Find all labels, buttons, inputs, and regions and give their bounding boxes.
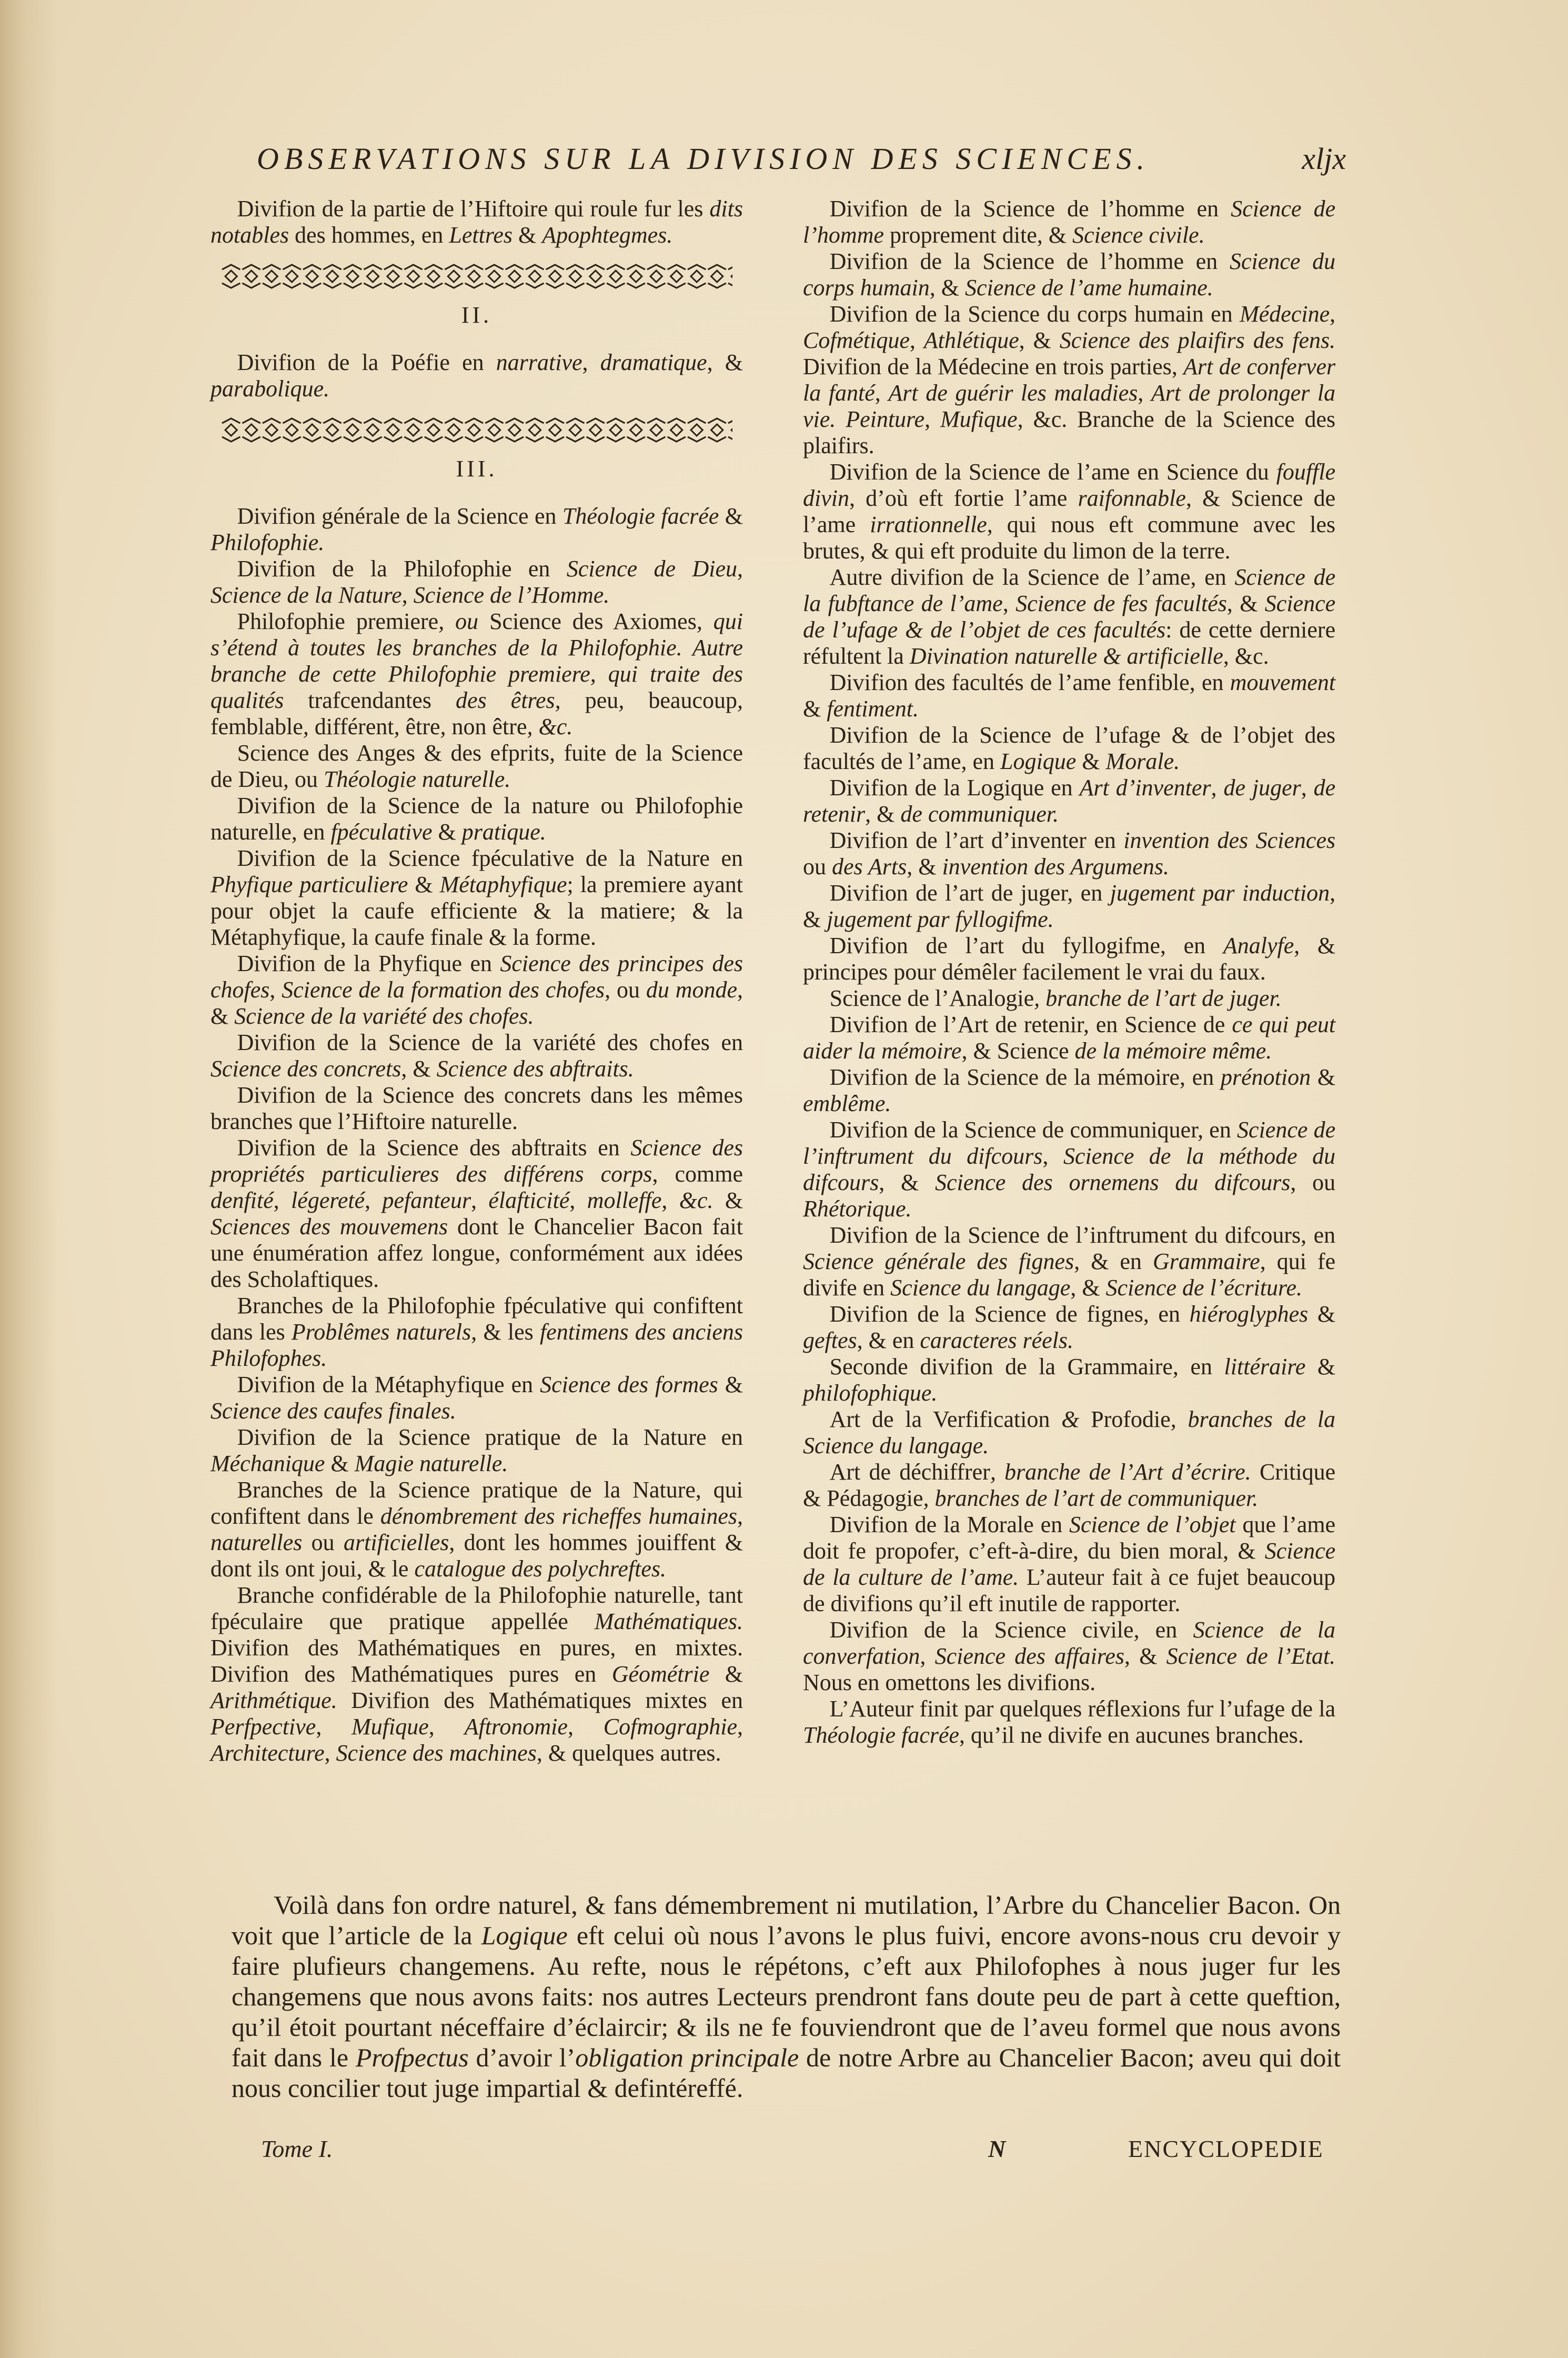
paragraph: Divifion de la Science de l’ame en Science du fouffle divin, d’où eft fortie l’ame raifonnable, & Science de l’ame irrationnelle, qui nous eft commune avec les brutes, & qui eft produite du limon de la terre. — [803, 459, 1335, 564]
paragraph: Art de déchiffrer, branche de l’Art d’écrire. Critique & Pédagogie, branches de l’art de communiquer. — [803, 1459, 1336, 1511]
paragraph: Divifion de la Métaphyfique en Science des formes & Science des caufes finales. — [210, 1372, 743, 1424]
paragraph: Divifion de la Science de l’homme en Science de l’homme proprement dite, & Science civile. — [803, 196, 1335, 248]
paragraph: Divifion de la Science de la variété des chofes en Science des concrets, & Science des abftraits. — [210, 1030, 743, 1082]
binding-gutter — [0, 0, 58, 2358]
paragraph: Divifion de la Science de l’ufage & de l’objet des facultés de l’ame, en Logique & Morale. — [803, 722, 1335, 774]
paragraph: L’Auteur finit par quelques réflexions fur l’ufage de la Théologie facrée, qu’il ne divife en aucunes branches. — [803, 1696, 1335, 1748]
paragraph: Divifion de l’art de juger, en jugement par induction, & jugement par fyllogifme. — [803, 880, 1335, 932]
paragraph: Divifion de la Science pratique de la Nature en Méchanique & Magie naturelle. — [210, 1424, 743, 1476]
paragraph: Branche confidérable de la Philofophie naturelle, tant fpéculaire que pratique appellée Mathématiques. Divifion des Mathématiques en pures, en mixtes. Divifion des Mathématiques pures en Géométrie & Arithmétique. Divifion des Mathématiques mixtes en Perfpective, Mufique, Aftronomie, Cofmographie, Architecture, Science des machines, & quelques autres. — [210, 1582, 743, 1766]
paragraph: Divifion de la Science de la nature ou Philofophie naturelle, en fpéculative & pratique. — [210, 793, 743, 845]
paragraph: Science des Anges & des efprits, fuite de la Science de Dieu, ou Théologie naturelle. — [210, 740, 743, 792]
paragraph: Divifion de la Science de l’homme en Science du corps humain, & Science de l’ame humaine. — [803, 248, 1335, 301]
signature-mark: N — [988, 2135, 1006, 2162]
right-column — [803, 196, 1335, 1748]
paragraph: Divifion de la Science de la mémoire, en prénotion & emblême. — [803, 1064, 1335, 1116]
right-column-paragraphs — [803, 196, 1335, 1748]
catchword: ENCYCLOPEDIE — [1128, 2135, 1324, 2162]
paragraph: Divifion de la Science des concrets dans les mêmes branches que l’Hiftoire naturelle. — [210, 1082, 743, 1134]
left-column — [210, 196, 743, 1766]
paragraph: Divifion de la Science de fignes, en hiéroglyphes & geftes, & en caracteres réels. — [803, 1301, 1335, 1353]
paragraph: Divifion de la Science civile, en Science de la converfation, Science des affaires, & Science de l’Etat. Nous en omettons les divifions. — [803, 1617, 1336, 1695]
paragraph: Divifion de la Philofophie en Science de Dieu, Science de la Nature, Science de l’Homme. — [210, 556, 743, 608]
paragraph: Divifion de l’Art de retenir, en Science de ce qui peut aider la mémoire, & Science de la mémoire même. — [803, 1012, 1335, 1064]
paragraph: Divifion de la Science de l’inftrument du difcours, en Science générale des fignes, & en Grammaire, qui fe divife en Science du langage, & Science de l’écriture. — [803, 1222, 1336, 1301]
paragraph: Divifion de l’art d’inventer en invention des Sciences ou des Arts, & invention des Argumens. — [803, 827, 1335, 880]
paragraph: Seconde divifion de la Grammaire, en littéraire & philofophique. — [803, 1354, 1335, 1406]
volume-label: Tome I. — [261, 2135, 333, 2162]
page-number: xljx — [1302, 142, 1346, 176]
paragraph: Autre divifion de la Science de l’ame, en Science de la fubftance de l’ame, Science de fes facultés, & Science de l’ufage & de l’objet de ces facultés: de cette derniere réfultent la Divination naturelle & artificielle, &c. — [803, 564, 1336, 669]
ornament-divider-2 — [221, 417, 732, 443]
paragraph: Divifion de la Phyfique en Science des principes des chofes, Science de la formation des chofes, ou du monde, & Science de la variété des chofes. — [210, 951, 743, 1029]
paragraph: Divifion des facultés de l’ame fenfible, en mouvement & fentiment. — [803, 670, 1335, 722]
ornament-divider-1 — [221, 263, 732, 289]
paragraph: Philofophie premiere, ou Science des Axiomes, qui s’étend à toutes les branches de la Philofophie. Autre branche de cette Philofophie premiere, qui traite des qualités trafcendantes des êtres, peu, beaucoup, femblable, différent, être, non être, &c. — [210, 608, 743, 740]
section-number-2: II. — [461, 302, 492, 328]
section-2-paragraph: Divifion de la Poéfie en narrative, dramatique, & parabolique. — [210, 349, 743, 402]
closing-paragraph: Voilà dans fon ordre naturel, & fans démembrement ni mutilation, l’Arbre du Chancelier Bacon. On voit que l’article de la Logique eft celui où nous l’avons le plus fuivi, encore avons-nous cru devoir y faire plufieurs changemens. Au refte, nous le répétons, c’eft aux Philofophes à nous juger fur les changemens que nous avons faits: nos autres Lecteurs prendront fans doute peu de part à cette queftion, qu’il étoit pourtant néceffaire d’éclaircir; & ils ne fe fouviendront que de l’aveu formel que nous avons fait dans le Profpectus d’avoir l’obligation principale de notre Arbre au Chancelier Bacon; aveu qui doit nous concilier tout juge impartial & defintéreffé. — [232, 1890, 1341, 2103]
paragraph: Branches de la Philofophie fpéculative qui confiftent dans les Problêmes naturels, & les fentimens des anciens Philofophes. — [210, 1293, 743, 1371]
section-3-paragraphs — [210, 503, 743, 1766]
paragraph: Divifion de la Science fpéculative de la Nature en Phyfique particuliere & Métaphyfique; la premiere ayant pour objet la caufe efficiente & la matiere; & la Métaphyfique, la caufe finale & la forme. — [210, 845, 743, 950]
paragraph: Divifion générale de la Science en Théologie facrée & Philofophie. — [210, 503, 743, 555]
paragraph: Divifion de la Logique en Art d’inventer, de juger, de retenir, & de communiquer. — [803, 775, 1335, 827]
intro-paragraph: Divifion de la partie de l’Hiftoire qui roule fur les dits notables des hommes, en Lettres & Apophtegmes. — [210, 196, 743, 248]
paragraph: Science de l’Analogie, branche de l’art de juger. — [829, 985, 1282, 1011]
paragraph: Divifion de la Science du corps humain en Médecine, Cofmétique, Athlétique, & Science des plaifirs des fens. Divifion de la Médecine en trois parties, Art de conferver la fanté, Art de guérir les maladies, Art de prolonger la vie. Peinture, Mufique, &c. Branche de la Science des plaifirs. — [803, 301, 1336, 458]
paragraph: Divifion de la Science des abftraits en Science des propriétés particulieres des différens corps, comme denfité, légereté, pefanteur, élafticité, molleffe, &c. & Sciences des mouvemens dont le Chancelier Bacon fait une énumération affez longue, conformément aux idées des Scholaftiques. — [210, 1135, 743, 1292]
paragraph: Art de la Verfification & Profodie, branches de la Science du langage. — [803, 1406, 1335, 1458]
paragraph: Divifion de la Morale en Science de l’objet que l’ame doit fe propofer, c’eft-à-dire, du bien moral, & Science de la culture de l’ame. L’auteur fait à ce fujet beaucoup de divifions qu’il eft inutile de rapporter. — [803, 1512, 1335, 1616]
paragraph: Branches de la Science pratique de la Nature, qui confiftent dans le dénombrement des richeffes humaines, naturelles ou artificielles, dont les hommes jouiffent & dont ils ont joui, & le catalogue des polychreftes. — [210, 1477, 743, 1582]
running-title: OBSERVATIONS SUR LA DIVISION DES SCIENCES. — [257, 142, 1150, 176]
paragraph: Divifion de l’art du fyllogifme, en Analyfe, & principes pour démêler facilement le vrai du faux. — [803, 933, 1335, 985]
paragraph: Divifion de la Science de communiquer, en Science de l’inftrument du difcours, Science de la méthode du difcours, & Science des ornemens du difcours, ou Rhétorique. — [803, 1117, 1336, 1222]
section-number-3: III. — [456, 456, 498, 482]
